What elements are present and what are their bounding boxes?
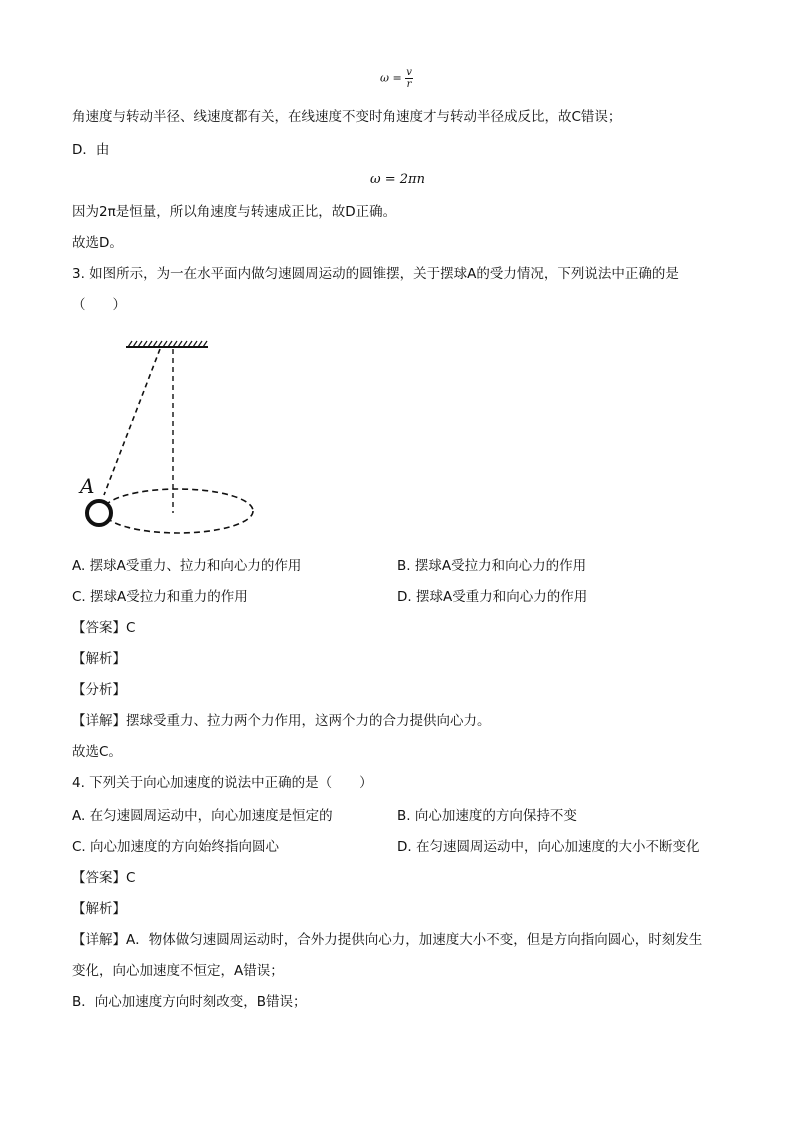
text-c-wrong: 角速度与转动半径、线速度都有关，在线速度不变时角速度才与转动半径成反比，故C错误； — [72, 109, 622, 125]
formula-omega-v-over-r — [380, 67, 413, 90]
pendulum-string — [104, 349, 160, 495]
formula-denominator: r — [406, 79, 412, 90]
circular-path — [103, 489, 253, 533]
q3-stem-line1: 3. 如图所示，为一在水平面内做匀速圆周运动的圆锥摆，关于摆球A的受力情况，下列说法中正确的是 — [72, 266, 679, 282]
q3-stem-line2: （ ） — [72, 297, 126, 313]
q4-option-b[interactable]: B. 向心加速度的方向保持不变 — [397, 808, 577, 824]
q4-option-a[interactable]: A. 在匀速圆周运动中，向心加速度是恒定的 — [72, 808, 333, 824]
formula-lhs: ω = — [380, 71, 402, 85]
q3-detail: 摆球受重力、拉力两个力作用，这两个力的合力提供向心力。 — [126, 713, 491, 729]
q4-answer: C — [126, 870, 136, 886]
q4-answer-tag: 【答案】 — [72, 870, 126, 886]
text-choose-d: 故选D。 — [72, 235, 123, 251]
q4-option-d[interactable]: D. 在匀速圆周运动中，向心加速度的大小不断变化 — [397, 839, 700, 855]
q4-answer-line — [72, 868, 135, 888]
formula-omega-2pin: ω = 2πn — [370, 172, 425, 187]
conical-pendulum-figure — [70, 335, 270, 535]
q3-answer: C — [126, 620, 136, 636]
q3-answer-tag: 【答案】 — [72, 620, 126, 636]
text-d-intro: D．由 — [72, 142, 110, 158]
q4-stem: 4. 下列关于向心加速度的说法中正确的是（ ） — [72, 775, 373, 791]
q3-option-d[interactable]: D. 摆球A受重力和向心力的作用 — [397, 589, 588, 605]
q4-detail-line2: 变化，向心加速度不恒定，A错误； — [72, 963, 284, 979]
formula-fraction — [405, 67, 413, 90]
text-d-correct: 因为2π是恒量，所以角速度与转速成正比，故D正确。 — [72, 204, 397, 220]
q3-fenxi-tag: 【分析】 — [72, 682, 126, 698]
q4-detail-a-line1: A．物体做匀速圆周运动时，合外力提供向心力，加速度大小不变，但是方向指向圆心，时刻发生 — [126, 932, 703, 948]
q4-detail-b: B．向心加速度方向时刻改变，B错误； — [72, 994, 307, 1010]
formula-numerator: v — [406, 67, 412, 78]
pendulum-ball — [87, 501, 111, 525]
q4-analysis-tag: 【解析】 — [72, 901, 126, 917]
q4-detail-tag: 【详解】 — [72, 932, 126, 948]
q3-analysis-tag: 【解析】 — [72, 651, 126, 667]
q3-option-b[interactable]: B. 摆球A受拉力和向心力的作用 — [397, 558, 587, 574]
q4-option-c[interactable]: C. 向心加速度的方向始终指向圆心 — [72, 839, 280, 855]
q3-option-c[interactable]: C. 摆球A受拉力和重力的作用 — [72, 589, 248, 605]
ball-label: A — [80, 474, 95, 498]
q4-detail-line1 — [72, 930, 702, 950]
q3-detail-line — [72, 711, 491, 731]
q3-option-a[interactable]: A. 摆球A受重力、拉力和向心力的作用 — [72, 558, 302, 574]
q3-detail-tag: 【详解】 — [72, 713, 126, 729]
q3-answer-line — [72, 618, 135, 638]
q3-choose: 故选C。 — [72, 744, 122, 760]
